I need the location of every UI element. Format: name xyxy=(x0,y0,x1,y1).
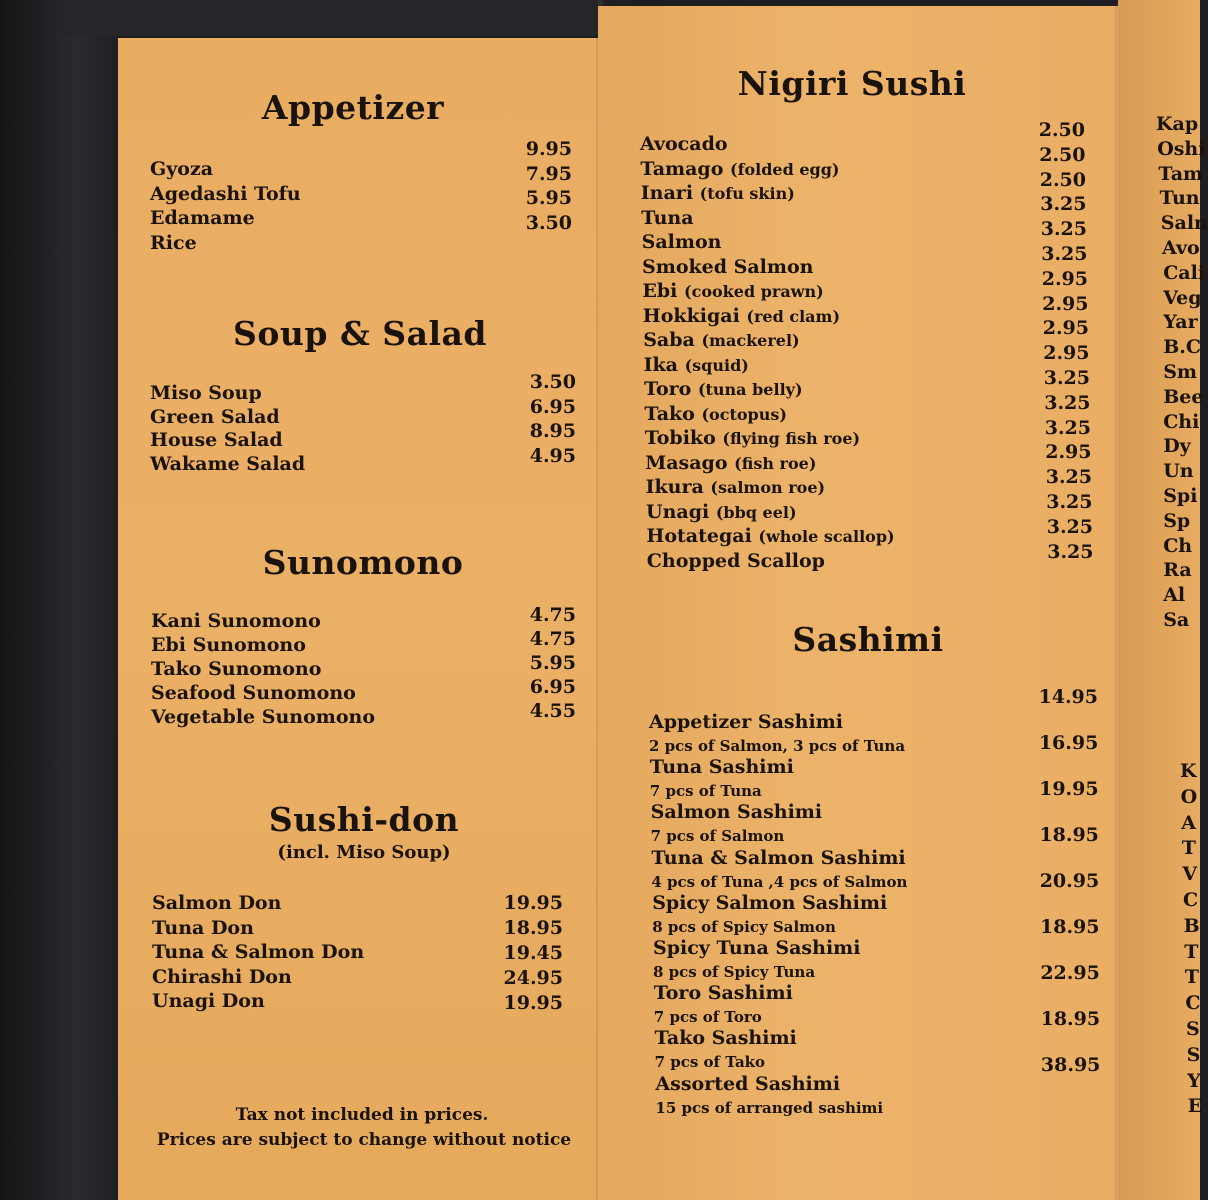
clipped-item: Tam xyxy=(1158,162,1204,185)
clipped-item: A xyxy=(1181,811,1196,834)
clipped-item: B xyxy=(1183,914,1200,937)
sashimi-item-name: Toro Sashimi xyxy=(653,982,793,1005)
footer-tax-note: Tax not included in prices. xyxy=(235,1105,489,1125)
menu-item-price: 8.95 xyxy=(529,420,576,442)
sashimi-item-desc: 8 pcs of Spicy Salmon xyxy=(652,917,836,936)
nigiri-item-note: (mackerel) xyxy=(701,331,800,350)
nigiri-item-price: 3.25 xyxy=(1047,540,1094,563)
nigiri-item-note: (flying fish roe) xyxy=(722,429,861,448)
nigiri-item-name: Saba xyxy=(643,329,695,351)
nigiri-item xyxy=(646,525,894,547)
menu-item-name: Tuna & Salmon Don xyxy=(152,941,365,963)
nigiri-item xyxy=(641,182,795,204)
sashimi-item-desc: 4 pcs of Tuna ,4 pcs of Salmon xyxy=(651,872,908,891)
clipped-item: Un xyxy=(1163,460,1194,483)
menu-item-name: Tuna Don xyxy=(152,916,254,939)
sashimi-item-price: 18.95 xyxy=(1040,1008,1101,1030)
nigiri-heading: Nigiri Sushi xyxy=(737,64,967,103)
sashimi-item-price: 22.95 xyxy=(1040,962,1100,984)
clipped-item: Al xyxy=(1163,584,1186,607)
nigiri-item-name: Tobiko xyxy=(644,427,716,449)
clipped-item: K xyxy=(1180,760,1197,782)
clipped-item: Avo xyxy=(1162,237,1200,259)
clipped-item: Bee xyxy=(1163,385,1204,408)
sashimi-item-price: 16.95 xyxy=(1038,732,1099,754)
nigiri-item-price: 2.50 xyxy=(1038,119,1085,141)
clipped-item: Sa xyxy=(1163,609,1190,631)
clipped-item: Sm xyxy=(1163,361,1198,383)
nigiri-item xyxy=(642,256,814,278)
clipped-item: B.C xyxy=(1163,336,1201,359)
sashimi-item-name: Tuna Sashimi xyxy=(649,756,794,779)
menu-item-name: Edamame xyxy=(150,207,255,229)
nigiri-item-price: 3.25 xyxy=(1040,218,1087,241)
nigiri-item-name: Smoked Salmon xyxy=(642,255,814,278)
clipped-item: S xyxy=(1186,1018,1200,1040)
clipped-item: Tun xyxy=(1159,187,1200,210)
footer-price-note: Prices are subject to change without notice xyxy=(156,1130,572,1150)
sashimi-item-desc: 8 pcs of Spicy Tuna xyxy=(653,963,816,981)
nigiri-item-note: (tofu skin) xyxy=(699,184,795,203)
clipped-item: Sp xyxy=(1163,509,1191,532)
menu-item-price: 4.75 xyxy=(529,604,576,626)
nigiri-item-note: (folded egg) xyxy=(730,159,840,179)
nigiri-item xyxy=(644,354,749,376)
clipped-item: Ch xyxy=(1163,534,1193,557)
sashimi-item-name: Salmon Sashimi xyxy=(650,801,823,824)
nigiri-item xyxy=(643,329,799,351)
menu-panel-right-clipped xyxy=(1118,0,1208,1200)
nigiri-item-name: Salmon xyxy=(641,231,722,253)
nigiri-item-name: Ika xyxy=(643,353,678,376)
clipped-item: C xyxy=(1183,889,1199,911)
nigiri-item-price: 2.95 xyxy=(1042,292,1089,315)
nigiri-item xyxy=(646,501,797,523)
menu-panel-middle xyxy=(598,6,1126,1200)
menu-item-price: 19.45 xyxy=(503,942,563,964)
sashimi-item-name: Spicy Salmon Sashimi xyxy=(652,891,888,914)
sunomono-heading: Sunomono xyxy=(262,543,464,582)
nigiri-item-price: 3.25 xyxy=(1041,243,1088,265)
sashimi-heading: Sashimi xyxy=(792,620,944,659)
nigiri-item xyxy=(645,427,860,449)
sushi-don-subtitle: (incl. Miso Soup) xyxy=(277,842,451,863)
menu-item-price: 7.95 xyxy=(525,162,572,185)
nigiri-item-name: Hokkigai xyxy=(642,304,740,327)
menu-item-name: Unagi Don xyxy=(152,990,265,1012)
menu-item-price: 24.95 xyxy=(503,967,563,989)
clipped-item: Kap xyxy=(1156,113,1199,135)
clipped-item: V xyxy=(1182,863,1198,886)
nigiri-item-name: Avocado xyxy=(640,133,728,155)
nigiri-item-note: (squid) xyxy=(684,355,749,375)
nigiri-item-name: Ikura xyxy=(645,476,704,498)
nigiri-item xyxy=(641,207,693,229)
nigiri-item-price: 2.95 xyxy=(1042,317,1089,340)
menu-item-price: 3.50 xyxy=(525,211,572,234)
nigiri-item-note: (cooked prawn) xyxy=(684,282,824,301)
nigiri-item-price: 2.95 xyxy=(1043,342,1090,365)
nigiri-item-price: 2.50 xyxy=(1039,143,1086,166)
menu-folder-cover xyxy=(0,0,130,1200)
menu-item-name: Kani Sunomono xyxy=(151,610,321,632)
nigiri-item-note: (tuna belly) xyxy=(697,380,803,399)
menu-item-price: 18.95 xyxy=(503,917,563,939)
nigiri-item xyxy=(642,280,823,302)
nigiri-item xyxy=(646,476,826,498)
nigiri-item-note: (bbq eel) xyxy=(715,502,797,522)
nigiri-item-price: 3.25 xyxy=(1046,491,1093,513)
nigiri-item-price: 3.25 xyxy=(1043,367,1090,389)
clipped-item: Y xyxy=(1187,1069,1201,1092)
clipped-item: T xyxy=(1184,966,1199,989)
sashimi-item-name: Tako Sashimi xyxy=(654,1027,797,1050)
nigiri-item xyxy=(643,305,840,327)
nigiri-item-price: 3.25 xyxy=(1046,515,1093,538)
menu-item-name: Agedashi Tofu xyxy=(150,182,301,205)
menu-item-name: Chirashi Don xyxy=(152,965,292,988)
nigiri-item-price: 2.50 xyxy=(1039,168,1086,191)
clipped-item: Dy xyxy=(1163,435,1191,458)
menu-item-name: House Salad xyxy=(150,429,283,451)
sashimi-item-price: 38.95 xyxy=(1040,1054,1101,1076)
soup-salad-heading: Soup & Salad xyxy=(233,314,487,353)
menu-item-price: 5.95 xyxy=(529,652,576,674)
nigiri-item-note: (octopus) xyxy=(701,404,787,424)
nigiri-item-name: Inari xyxy=(640,182,694,204)
menu-folder-edge xyxy=(60,0,600,36)
clipped-item: Oshi xyxy=(1157,137,1206,160)
clipped-item: Ra xyxy=(1163,559,1192,582)
nigiri-item-name: Tako xyxy=(644,402,695,425)
menu-item-price: 19.95 xyxy=(503,992,563,1014)
menu-item-name: Vegetable Sunomono xyxy=(151,706,376,728)
nigiri-item-note: (whole scallop) xyxy=(758,527,895,546)
sashimi-item-desc: 15 pcs of arranged sashimi xyxy=(655,1098,884,1117)
sashimi-item-name: Appetizer Sashimi xyxy=(649,711,843,733)
clipped-item: O xyxy=(1180,785,1198,808)
clipped-item: E xyxy=(1187,1095,1203,1118)
nigiri-item-price: 2.95 xyxy=(1041,267,1088,290)
sashimi-item-price: 18.95 xyxy=(1039,824,1099,846)
nigiri-item-name: Hotategai xyxy=(646,525,752,547)
nigiri-item-note: (fish roe) xyxy=(734,453,817,473)
nigiri-item xyxy=(640,133,728,155)
menu-item-name: Gyoza xyxy=(150,158,214,180)
clipped-item: S xyxy=(1186,1043,1201,1066)
nigiri-item-name: Chopped Scallop xyxy=(646,549,825,572)
menu-panel-left xyxy=(118,38,608,1200)
sashimi-item-name: Assorted Sashimi xyxy=(655,1072,841,1095)
nigiri-item-name: Tuna xyxy=(641,206,694,229)
clipped-item: Spi xyxy=(1163,485,1198,507)
menu-item-price: 5.95 xyxy=(525,187,572,209)
menu-item-name: Green Salad xyxy=(150,405,280,428)
clipped-item: C xyxy=(1185,992,1201,1015)
menu-item-name: Wakame Salad xyxy=(150,452,306,475)
sashimi-item-name: Tuna & Salmon Sashimi xyxy=(651,846,906,869)
sashimi-item-name: Spicy Tuna Sashimi xyxy=(653,937,861,959)
nigiri-item-name: Ebi xyxy=(642,280,678,302)
nigiri-item-note: (red clam) xyxy=(746,306,841,326)
menu-item-name: Salmon Don xyxy=(152,892,282,914)
clipped-item: Veg xyxy=(1163,286,1202,309)
appetizer-heading: Appetizer xyxy=(261,88,445,127)
sashimi-item-desc: 7 pcs of Salmon xyxy=(650,827,785,846)
menu-item-price: 6.95 xyxy=(529,676,576,698)
menu-item-price: 6.95 xyxy=(529,395,576,418)
menu-item-price: 4.95 xyxy=(529,444,576,467)
nigiri-item xyxy=(642,231,722,253)
menu-item-name: Ebi Sunomono xyxy=(151,634,306,656)
sashimi-item-price: 20.95 xyxy=(1039,870,1100,892)
nigiri-item-name: Masago xyxy=(645,451,728,474)
sashimi-item-desc: 7 pcs of Toro xyxy=(653,1008,762,1027)
clipped-item: Chi xyxy=(1163,410,1200,433)
sashimi-item-desc: 7 pcs of Tako xyxy=(654,1053,766,1072)
menu-item-price: 4.55 xyxy=(529,700,576,722)
clipped-item: T xyxy=(1181,837,1196,860)
nigiri-item-price: 2.95 xyxy=(1045,441,1092,464)
nigiri-item-note: (salmon roe) xyxy=(710,478,826,497)
nigiri-item xyxy=(645,452,816,474)
nigiri-item-name: Tamago xyxy=(640,157,724,180)
clipped-item: Cali xyxy=(1163,261,1206,284)
menu-item-price: 19.95 xyxy=(503,892,563,914)
sashimi-item-price: 19.95 xyxy=(1039,778,1099,800)
nigiri-item-price: 3.25 xyxy=(1044,391,1091,414)
menu-item-name: Tako Sunomono xyxy=(151,658,322,680)
nigiri-item-price: 3.25 xyxy=(1045,466,1092,489)
sashimi-item-price: 18.95 xyxy=(1040,916,1100,938)
nigiri-item xyxy=(647,550,825,572)
menu-item-price: 4.75 xyxy=(529,628,576,650)
menu-item-price: 9.95 xyxy=(525,138,572,160)
nigiri-item xyxy=(640,158,839,180)
nigiri-item-price: 3.25 xyxy=(1040,193,1087,216)
nigiri-item-name: Unagi xyxy=(646,500,710,523)
menu-item-name: Rice xyxy=(150,231,197,254)
nigiri-item xyxy=(644,403,787,425)
sashimi-item-desc: 7 pcs of Tuna xyxy=(649,782,762,801)
menu-item-price: 3.50 xyxy=(529,371,576,393)
clipped-item: Saln xyxy=(1160,212,1208,235)
menu-item-name: Miso Soup xyxy=(150,382,262,404)
sashimi-item-price: 14.95 xyxy=(1038,686,1098,708)
nigiri-item-price: 3.25 xyxy=(1044,416,1091,439)
nigiri-item xyxy=(644,378,803,400)
clipped-item: Yar xyxy=(1163,311,1198,334)
sushi-don-heading: Sushi-don xyxy=(268,800,460,839)
nigiri-item-name: Toro xyxy=(644,378,692,400)
menu-item-name: Seafood Sunomono xyxy=(151,682,356,704)
clipped-item: T xyxy=(1184,940,1199,963)
sashimi-item-desc: 2 pcs of Salmon, 3 pcs of Tuna xyxy=(649,737,906,755)
